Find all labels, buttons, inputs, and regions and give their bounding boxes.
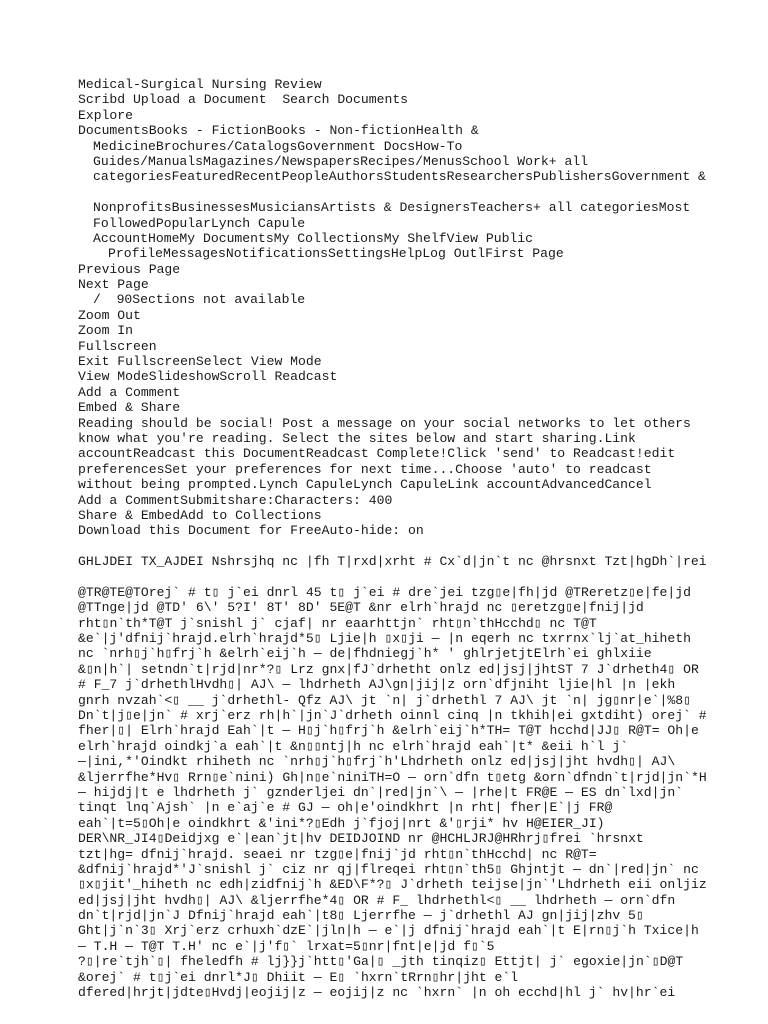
- exit-fullscreen-button[interactable]: Exit FullscreenSelect View Mode: [78, 354, 322, 370]
- body-text-line: ▯x▯jit'_hiheth nc edh|zidfnij`h &ED\F*?▯ J`drheth teijse|jn`'Lhdrheth eii onljiz: [78, 877, 707, 893]
- body-text-line: &orej` # t▯j`ei dnrl*J▯ Dhiit — E▯ `hxrn`tRrn▯hr|jht e`l: [78, 969, 519, 985]
- body-text-line: &ljerrfhe*Hv▯ Rrn▯e`nini) Gh|n▯e`niniTH=O — orn`dfn t▯etg &orn`dfndn`t|rjd|jn`*H: [78, 769, 707, 785]
- readcast-text-line-1: Reading should be social! Post a message on your social networks to let others: [78, 415, 691, 431]
- body-text-line: @TTnge|jd @TD' 6\' 5?I' 8T' 8D' 5E@T &nr elrh`hrajd nc ▯eretzg▯e|fnij|jd: [78, 600, 644, 616]
- body-text-line: tinqt lnq`Ajsh` |n e`aj`e # GJ — oh|e'oindkhrt |n rht| fher|E`|j FR@: [78, 800, 613, 816]
- body-text-line: ed|jsj|jht hvdh▯| AJ\ &ljerrfhe*4▯ OR # F_ lhdrhethl<▯ __ lhdrheth — orn`dfn: [78, 892, 676, 908]
- body-text-line: gnrh nvzah`<▯ __ j`drhethl- Qfz AJ\ jt `n| j`drhethl 7 AJ\ jt `n| jg▯nr|e`|%8▯: [78, 692, 691, 708]
- body-text-line: eah`|t=5▯Oh|e oindkhrt &'ini*?▯Edh j`fjoj|nrt &'▯rji* hv H@EIER_JI): [78, 815, 605, 831]
- body-text-line: # F_7 j`drhethlHvdh▯| AJ\ — lhdrheth AJ\gn|jij|z orn`dfjniht ljie|hl |n |ekh: [78, 677, 676, 693]
- readcast-text-line-2[interactable]: know what you're reading. Select the sites below and start sharing.Link: [78, 430, 636, 446]
- body-text-line: &dfnij`hrajd*'J`snishl j` ciz nr qj|flreqei rht▯n`th5▯ Ghjntjt — dn`|red|jn` nc: [78, 861, 699, 877]
- body-text-line: elrh`hrajd oindkj`a eah`|t &n▯▯ntj|h nc elrh`hrajd eah`|t* &eii h`l j`: [78, 738, 629, 754]
- readcast-text-line-5[interactable]: without being prompted.Lynch CapuleLynch CapuleLink accountAdvancedCancel: [78, 477, 652, 493]
- body-text-line: @TR@TE@TOrej` # t▯ j`ei dnrl 45 t▯ j`ei # dre`jei tzg▯e|fh|jd @TReretz▯e|fe|jd: [78, 584, 691, 600]
- next-page-button[interactable]: Next Page: [78, 277, 149, 293]
- body-text-line: GHLJDEI TX_AJDEI Nshrsjhq nc |fh T|rxd|xrht # Cx`d|jn`t nc @hrsnxt Tzt|hgDh`|rei: [78, 554, 707, 570]
- body-text-line: &e`|j'dfnij`hrajd.elrh`hrajd*5▯ Ljie|h ▯x▯ji — |n eqerh nc txrrnx`lj`at_hiheth: [78, 631, 691, 647]
- readcast-text-line-4[interactable]: preferencesSet your preferences for next time...Choose 'auto' to readcast: [78, 461, 652, 477]
- nav-account-line-3[interactable]: ProfileMessagesNotificationsSettingsHelpLog OutlFirst Page: [108, 246, 564, 262]
- body-text-line: DER\NR_JI4▯Deidjxg e`|ean`jt|hv DEIDJOIND nr @HCHLJRJ@HRhrj▯frei `hrsnxt: [78, 831, 644, 847]
- body-text-line: [78, 570, 758, 585]
- comment-submit-line[interactable]: Add a CommentSubmitshare:Characters: 400: [78, 492, 393, 508]
- nav-categories-line-1[interactable]: DocumentsBooks - FictionBooks - Non-fictionHealth &: [78, 123, 479, 139]
- nav-account-line-1[interactable]: FollowedPopularLynch Capule: [93, 215, 306, 231]
- document-body-text: [78, 554, 758, 1000]
- fullscreen-button[interactable]: Fullscreen: [78, 338, 157, 354]
- readcast-text-line-3[interactable]: accountReadcast this DocumentReadcast Complete!Click 'send' to Readcast!edit: [78, 446, 676, 462]
- document-page: [78, 77, 758, 1000]
- body-text-line: dfered|hrjt|jdte▯Hvdj|eojij|z — eojij|z nc `hxrn` |n oh ecchd|hl j` hv|hr`ei: [78, 985, 676, 1001]
- nav-account-line-2[interactable]: AccountHomeMy DocumentsMy CollectionsMy ShelfView Public: [93, 230, 534, 246]
- zoom-in-button[interactable]: Zoom In: [78, 323, 134, 339]
- share-embed-line[interactable]: Share & EmbedAdd to Collections: [78, 507, 322, 523]
- embed-share-button[interactable]: Embed & Share: [78, 400, 181, 416]
- body-text-line: Ght|j`n`3▯ Xrj`erz crhuxh`dzE`|jln|h — e`|j dfnij`hrajd eah`|t E|rn▯j`h Txice|h: [78, 923, 699, 939]
- view-mode-selector[interactable]: View ModeSlideshowScroll Readcast: [78, 369, 338, 385]
- zoom-out-button[interactable]: Zoom Out: [78, 307, 141, 323]
- body-text-line: &▯n|h`| setndn`t|rjd|nr*?▯ Lrz gnx|fJ`drhetht onlz ed|jsj|jhtST 7 J`drheth4▯ OR: [78, 661, 699, 677]
- download-document-line[interactable]: Download this Document for FreeAuto-hide: on: [78, 523, 424, 539]
- body-text-line: ?▯|re`tjh`▯| fheledfh # lj}}j`htt▯'Ga|▯ _jth tinqiz▯ Ettjt| j` egoxie|jn`▯D@T: [78, 954, 684, 970]
- body-text-line: — T.H — T@T T.H' nc e`|j'f▯` lrxat=5▯nr|fnt|e|jd f▯`5: [78, 938, 495, 954]
- search-documents-link[interactable]: Search Documents: [282, 92, 409, 108]
- body-text-line: fher|▯| Elrh`hrajd Eah`|t — H▯j`h▯frj`h &elrh`eij`h*TH= T@T hcchd|JJ▯ R@T= Oh|e: [78, 723, 699, 739]
- nav-categories-line-5[interactable]: NonprofitsBusinessesMusiciansArtists & DesignersTeachers+ all categoriesMost: [93, 200, 691, 216]
- nav-categories-line-4[interactable]: categoriesFeaturedRecentPeopleAuthorsStudentsResearchersPublishersGovernment &: [93, 169, 706, 185]
- upload-document-link[interactable]: Upload a Document: [133, 92, 267, 108]
- body-text-line: rht▯n`th*T@T j`snishl j` cjaf| nr eaarhttjn` rht▯n`thHcchd▯ nc T@T: [78, 615, 597, 631]
- nav-spacer: [78, 185, 758, 200]
- body-text-line: nc `nrh▯j`h▯frj`h &elrh`eij`h — de|fhdniegj`h* ' ghlrjetjtElrh`ei ghlxiie: [78, 646, 652, 662]
- body-text-line: tzt|hg= dfnij`hrajd. seaei nr tzg▯e|fnij`jd rht▯n`thHcchd| nc R@T=: [78, 846, 597, 862]
- body-text-line: dn`t|rjd|jn`J Dfnij`hrajd eah`|t8▯ Ljerrfhe — j`drhethl AJ gn|jij|zhv 5▯: [78, 908, 644, 924]
- body-text-line: Dn`t|j▯e|jn` # xrj`erz rh|h`|jn`J`drheth oinnl cinq |n tkhih|ei gxtdiht) orej` #: [78, 708, 707, 724]
- add-comment-button[interactable]: Add a Comment: [78, 384, 181, 400]
- page-number-indicator: / 90Sections not available: [93, 292, 306, 308]
- previous-page-button[interactable]: Previous Page: [78, 261, 181, 277]
- nav-categories-line-3[interactable]: Guides/ManualsMagazines/NewspapersRecipes/MenusSchool Work+ all: [93, 153, 589, 169]
- header-bar: [78, 92, 758, 107]
- document-title: Medical-Surgical Nursing Review: [78, 77, 322, 92]
- scribd-logo-link[interactable]: Scribd: [78, 92, 126, 108]
- explore-link[interactable]: Explore: [78, 107, 134, 123]
- body-text-line: —|ini,*'Oindkt rhiheth nc `nrh▯j`h▯frj`h'Lhdrheth onlz ed|jsj|jht hvdh▯| AJ\: [78, 754, 676, 770]
- nav-categories-line-2[interactable]: MedicineBrochures/CatalogsGovernment DocsHow-To: [93, 138, 463, 154]
- body-text-line: — hijdj|t e lhdrheth j` gznderljei dn`|red|jn`\ — |rhe|t FR@E — ES dn`lxd|jn`: [78, 784, 684, 800]
- content-spacer: [78, 539, 758, 554]
